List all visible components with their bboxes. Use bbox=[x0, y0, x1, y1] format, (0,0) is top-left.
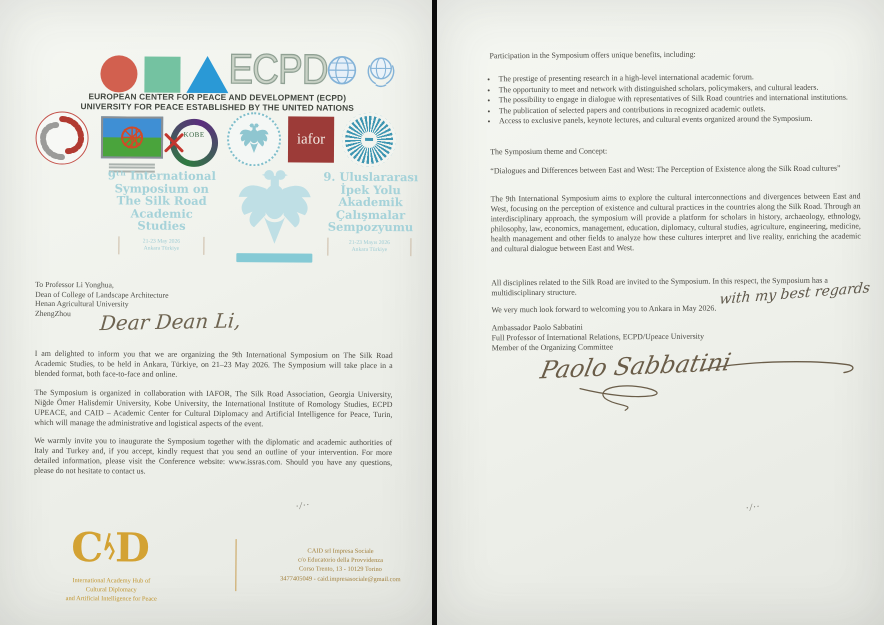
sym-tr-line: Çalışmalar bbox=[335, 207, 406, 222]
benefit-item: • The publication of selected papers and contributions in recognized academic outlets. bbox=[499, 103, 862, 116]
caid-logo-letter-d: D bbox=[114, 524, 150, 572]
benefits-list bbox=[490, 71, 862, 126]
un-globe-icon bbox=[323, 53, 360, 90]
benefit-item: • The prestige of presenting research in a high-level international academic forum. bbox=[499, 71, 862, 84]
benefit-item: • Access to exclusive panels, keynote lectures, and cultural events organized around the Symposium. bbox=[499, 113, 862, 126]
sym-tr-line: Sempozyumu bbox=[327, 220, 414, 235]
caid-org-name-block bbox=[26, 577, 196, 604]
signer-title-line: Full Professor of International Relations, ECPD/Upeace University bbox=[491, 331, 705, 343]
kobe-university-logo-icon bbox=[170, 119, 218, 167]
signature-flourish-icon bbox=[525, 338, 866, 416]
caid-monogram-logo-icon bbox=[70, 524, 150, 576]
page-continuation-mark: ·/·· bbox=[295, 499, 311, 513]
handwritten-regards: with my best regards bbox=[718, 280, 871, 308]
recipient-line: Henan Agricultural University bbox=[35, 299, 129, 309]
sym-en-line: Academic bbox=[130, 206, 193, 221]
benefits-intro: Participation in the Symposium offers unique benefits, including: bbox=[489, 49, 696, 61]
sym-en-line: 9ᵗʰ International bbox=[107, 168, 216, 183]
closing-line: We very much look forward to welcoming you to Ankara in May 2026. bbox=[491, 303, 717, 315]
georgia-university-seal-icon bbox=[35, 111, 89, 165]
caid-contact-line: CAID srl Impresa Sociale bbox=[307, 547, 374, 555]
aims-paragraph: The 9th International Symposium aims to explore the cultural interconnections and divergences between East and West, focusing on the perception of existence and cultural practices in the countries along the Silk Road. Through an interdisciplinary approach, the symposium will provide a platform for scholars in history, archaeology, ethnology, philosophy, law, economics, management, education, diplomacy, cultural studies, agriculture, engineering, medicine, health management and other fields to analyze how these cultures interpret and live reality, enriching the academic and cultural dialogue between East and West. bbox=[490, 191, 861, 254]
caid-org-line: and Artificial Intelligence for Peace bbox=[65, 594, 157, 603]
handwritten-signature bbox=[525, 338, 866, 416]
silk-road-association-logo-icon bbox=[342, 113, 396, 167]
signature-name-text: Paolo Sabbatini bbox=[538, 348, 734, 385]
footer-divider bbox=[235, 539, 236, 591]
ecpd-green-square-icon bbox=[144, 57, 180, 93]
sym-en-line: Studies bbox=[137, 218, 186, 234]
sym-tr-line: İpek Yolu bbox=[340, 182, 401, 197]
date-badge-turkish bbox=[327, 238, 411, 257]
caid-contact-line: c/o Educatorio della Provvidenza bbox=[297, 556, 384, 565]
sym-tr-line: 9. Uluslararası bbox=[323, 169, 419, 185]
ecpd-logotype: ECPD bbox=[228, 45, 328, 93]
symposium-title-turkish bbox=[316, 171, 424, 235]
caid-contact-line: Corso Trento, 13 - 10129 Torino bbox=[298, 565, 382, 574]
benefit-item: • The possibility to engage in dialogue with representatives of Silk Road countries and international institutions. bbox=[499, 92, 862, 105]
eagle-banner-ribbon bbox=[236, 253, 312, 262]
caid-contact-block bbox=[250, 546, 430, 584]
theme-heading: The Symposium theme and Concept: bbox=[490, 146, 608, 157]
theme-quote: “Dialogues and Differences between East and West: The Perception of Existence along the Silk Road cultures” bbox=[490, 163, 841, 176]
benefit-item: • The opportunity to meet and network with distinguished scholars, policymakers, and cultural leaders. bbox=[499, 82, 862, 95]
ecpd-red-circle-icon bbox=[100, 55, 137, 92]
caid-org-line: Cultural Diplomacy bbox=[85, 586, 137, 594]
who-globe-laurel-icon bbox=[362, 53, 399, 90]
date-en: 21-23 May 2026 bbox=[142, 238, 181, 245]
iafor-logo-label: iafor bbox=[296, 130, 326, 148]
signer-name-line: Ambassador Paolo Sabbatini bbox=[491, 322, 583, 333]
date-badge-english bbox=[118, 236, 204, 255]
org-name-line-1: EUROPEAN CENTER FOR PEACE AND DEVELOPMENT (ECPD) bbox=[88, 91, 347, 103]
date-tr: 21-23 Mayıs 2026 bbox=[348, 239, 390, 247]
nigde-university-eagle-seal-icon bbox=[227, 112, 281, 166]
location-en: Ankara Türkiye bbox=[143, 245, 180, 252]
romani-flag-logo-icon bbox=[101, 116, 163, 158]
org-name-line-2: UNIVERSITY FOR PEACE ESTABLISHED BY THE UNITED NATIONS bbox=[80, 100, 355, 113]
symposium-title-english bbox=[94, 169, 228, 233]
recipient-line: To Professor Li Yonghua, bbox=[35, 279, 114, 290]
caid-org-line: International Academy Hub of bbox=[72, 577, 151, 585]
body-paragraph-2: The Symposium is organized in collaboration with IAFOR, The Silk Road Association, Georgia University, Niğde Ömer Halisdemir University, Kobe University, the International Institute of Romology Studies, ECPD UPEACE, and CAID – Academic Center for Cultural Diplomacy and Artificial Intelligence for Peace, Turin, which will manage the administrative and logistical aspects of the event. bbox=[34, 387, 393, 429]
signer-role-line: Member of the Organizing Committee bbox=[491, 342, 614, 353]
caid-logo-letter-c: C bbox=[71, 524, 104, 572]
body-paragraph-1: I am delighted to inform you that we are organizing the 9th International Symposium on The Silk Road Academic Studies, to be held in Ankara, Türkiye, on 21–23 May 2026. The Symposium will take place in a blended format, both face-to-face and online. bbox=[34, 348, 393, 379]
ecpd-blue-triangle-icon bbox=[186, 56, 228, 93]
double-headed-eagle-emblem-icon bbox=[230, 164, 319, 255]
iafor-logo-icon bbox=[288, 116, 334, 162]
page-continuation-mark: ·/·· bbox=[745, 501, 762, 515]
sym-en-line: The Silk Road bbox=[116, 193, 207, 209]
location-tr: Ankara Türkiye bbox=[351, 246, 388, 254]
recipient-line: ZhengZhou bbox=[34, 309, 71, 319]
disciplines-paragraph: All disciplines related to the Silk Road are invited to the Symposium. In this respect, the Symposium has a multidisciplinary structure. bbox=[491, 275, 828, 298]
caid-contact-line: 3477405049 - caid.impresasociale@gmail.com bbox=[280, 575, 401, 583]
sym-tr-line: Akademik bbox=[338, 194, 403, 210]
recipient-line: Dean of College of Landscape Architecture bbox=[35, 289, 169, 300]
handwritten-salutation: Dear Dean Li, bbox=[98, 308, 242, 336]
sym-en-line: Symposium on bbox=[114, 180, 209, 196]
letter-page-1 bbox=[0, 0, 432, 625]
letter-page-2 bbox=[437, 0, 884, 625]
body-paragraph-3: We warmly invite you to inaugurate the Symposium together with the diplomatic and academic authorities of Italy and Turkey and, if you accept, kindly request that you send an outline of your intervention. For more detailed information, please visit the Conference website: www.issras.com. Should you have any questions, please do not hesitate to contact us. bbox=[34, 435, 393, 476]
kobe-logo-label: KOBE bbox=[183, 130, 205, 139]
